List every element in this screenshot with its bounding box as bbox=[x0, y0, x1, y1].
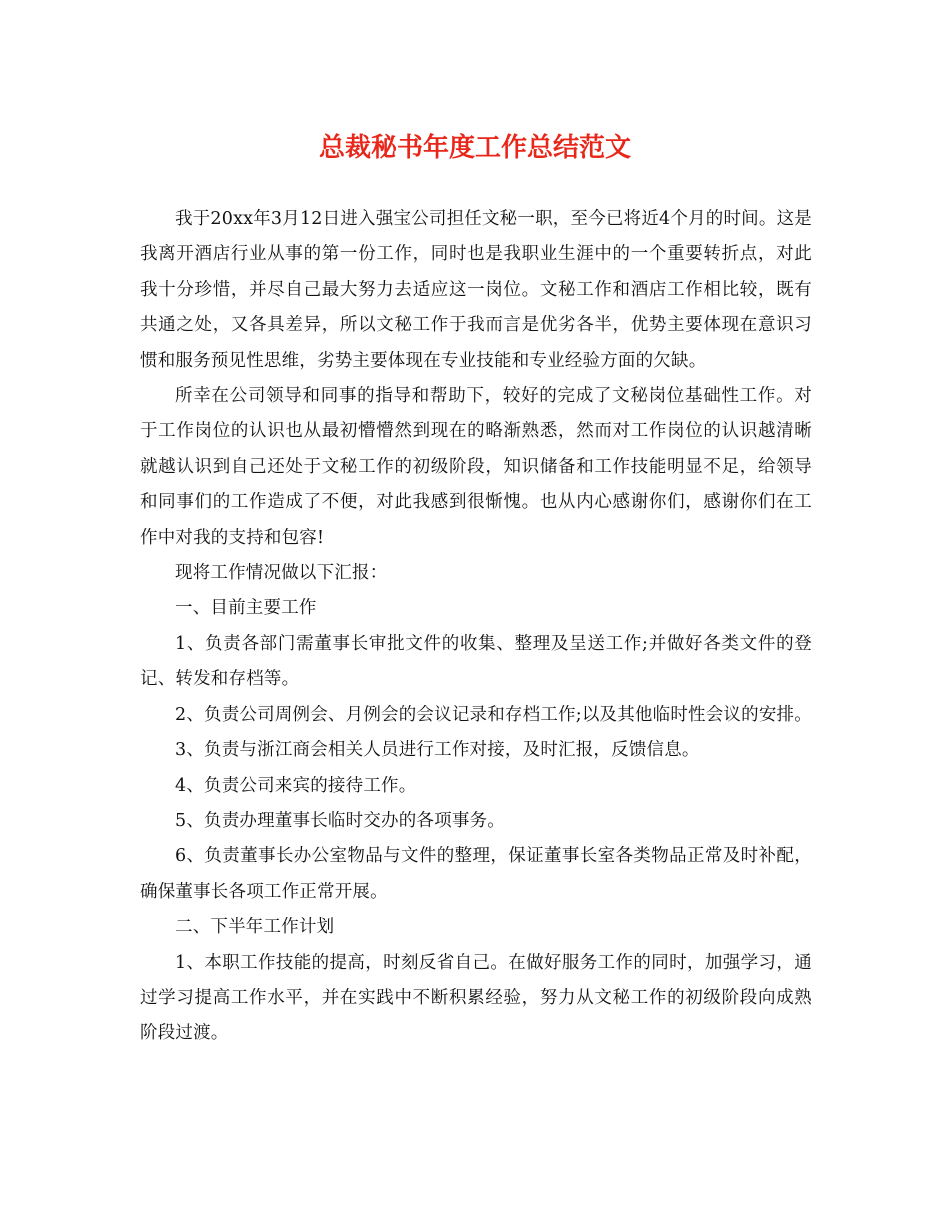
list-item-plan-1: 1、本职工作技能的提高，时刻反省自己。在做好服务工作的同时，加强学习，通过学习提高工作水平，并在实践中不断积累经验，努力从文秘工作的初级阶段向成熟阶段过渡。 bbox=[140, 952, 812, 1044]
list-item-current-5: 5、负责办理董事长临时交办的各项事务。 bbox=[175, 810, 505, 831]
document-body bbox=[140, 202, 812, 1052]
list-item-current-2: 2、负责公司周例会、月例会的会议记录和存档工作;以及其他临时性会议的安排。 bbox=[175, 704, 812, 725]
section-heading-current-work: 一、目前主要工作 bbox=[175, 598, 317, 619]
list-item-current-4: 4、负责公司来宾的接待工作。 bbox=[175, 775, 417, 796]
list-item-current-3: 3、负责与浙江商会相关人员进行工作对接，及时汇报，反馈信息。 bbox=[175, 740, 700, 761]
paragraph-report-lead: 现将工作情况做以下汇报： bbox=[175, 563, 388, 584]
document-title: 总裁秘书年度工作总结范文 bbox=[318, 133, 631, 163]
list-item-current-6: 6、负责董事长办公室物品与文件的整理，保证董事长室各类物品正常及时补配，确保董事长各项工作正常开展。 bbox=[140, 846, 812, 902]
paragraph-intro: 我于20xx年3月12日进入强宝公司担任文秘一职，至今已将近4个月的时间。这是我离开酒店行业从事的第一份工作，同时也是我职业生涯中的一个重要转折点，对此我十分珍惜，并尽自己最大努力去适应这一岗位。文秘工作和酒店工作相比较，既有共通之处，又各具差异，所以文秘工作于我而言是优劣各半，优势主要体现在意识习惯和服务预见性思维，劣势主要体现在专业技能和专业经验方面的欠缺。 bbox=[140, 209, 812, 371]
section-heading-plan: 二、下半年工作计划 bbox=[175, 917, 335, 938]
list-item-current-1: 1、负责各部门需董事长审批文件的收集、整理及呈送工作;并做好各类文件的登记、转发和存档等。 bbox=[140, 633, 812, 690]
paragraph-gratitude: 所幸在公司领导和同事的指导和帮助下，较好的完成了文秘岗位基础性工作。对于工作岗位的认识也从最初懵懵然到现在的略渐熟悉，然而对工作岗位的认识越清晰就越认识到自己还处于文秘工作的初级阶段，知识储备和工作技能明显不足，给领导和同事们的工作造成了不便，对此我感到很惭愧。也从内心感谢你们，感谢你们在工作中对我的支持和包容! bbox=[140, 386, 812, 548]
